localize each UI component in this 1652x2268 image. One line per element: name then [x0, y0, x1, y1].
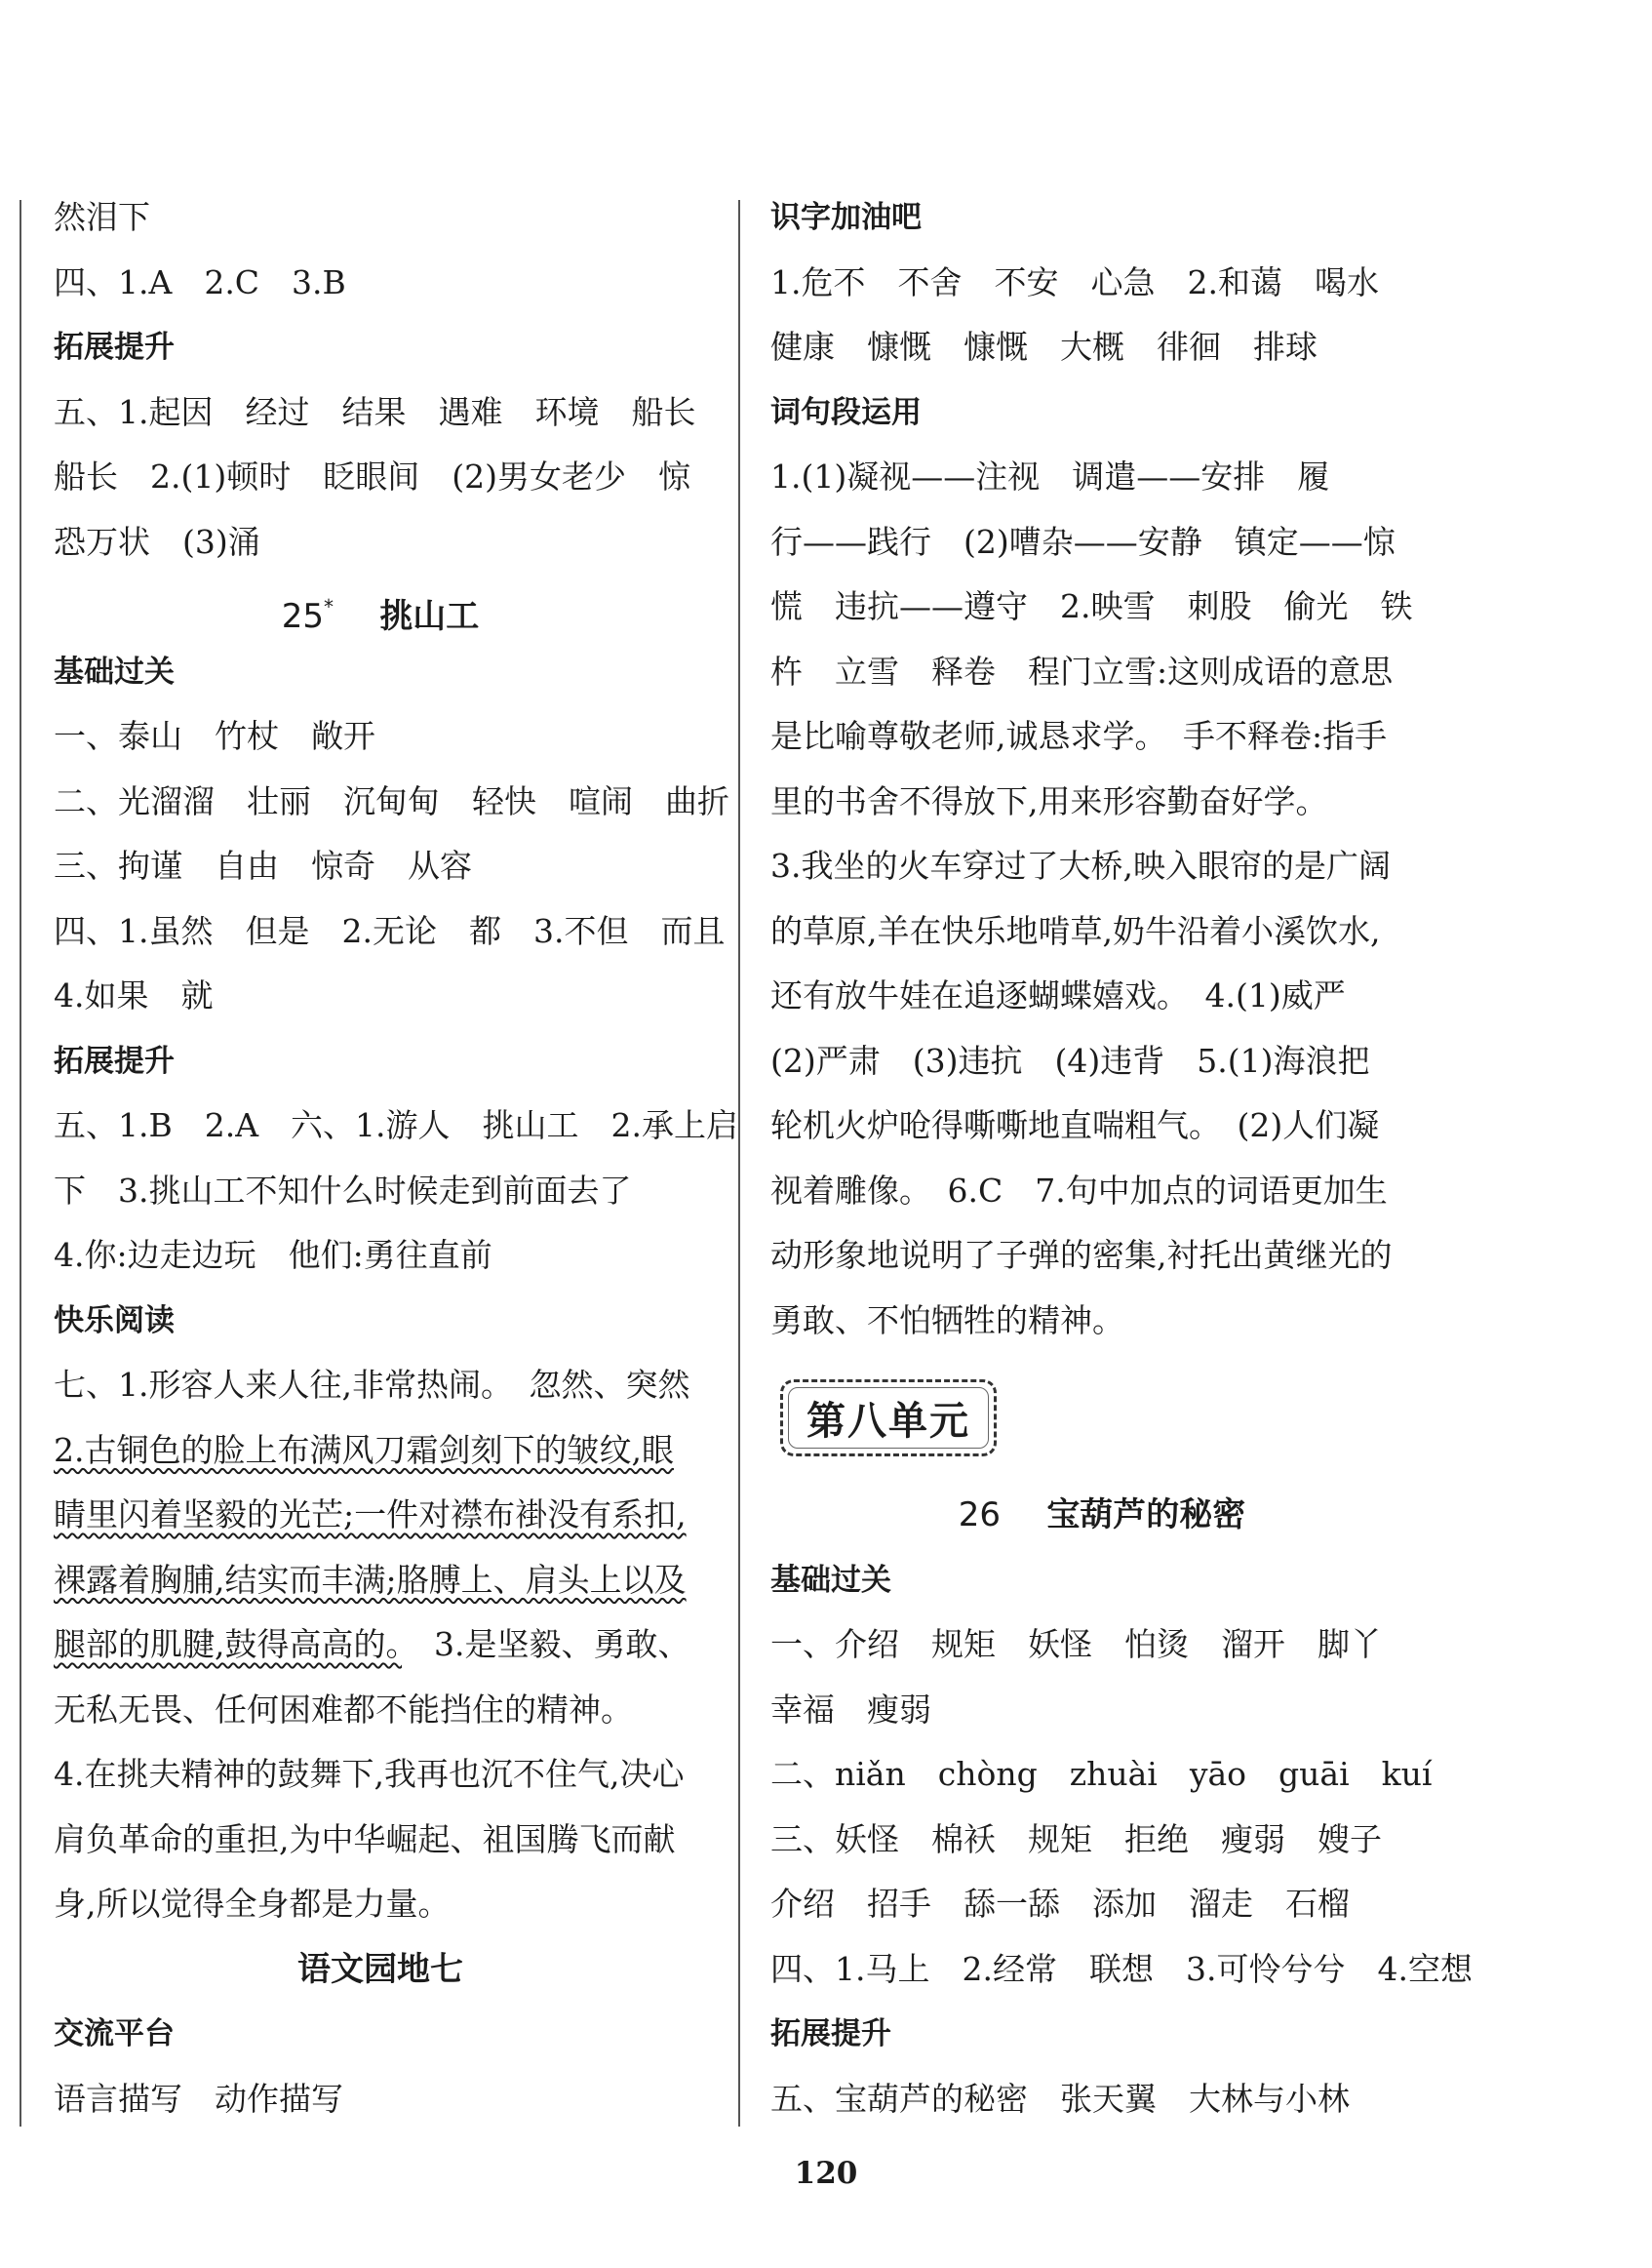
text-line: 肩负革命的重担,为中华崛起、祖国腾飞而献 — [54, 1819, 676, 1858]
section-heading: 拓展提升 — [770, 2016, 891, 2051]
lesson-optional-mark: * — [323, 595, 334, 618]
text-line: 二、niǎn chòng zhuài yāo guāi kuí — [770, 1755, 1433, 1793]
text-line: 七、1.形容人来人往,非常热闹。 忽然、突然 — [54, 1366, 690, 1404]
underlined-text: 2.古铜色的脸上布满风刀霜剑刻下的皱纹,眼 — [54, 1430, 674, 1469]
left-margin-rule — [20, 200, 21, 2127]
text-line: 行——践行 (2)嘈杂——安静 镇定——惊 — [770, 522, 1396, 561]
unit-banner — [770, 1353, 1434, 1483]
right-column — [770, 185, 1473, 2131]
text-line — [54, 1612, 707, 1678]
text-line: 1.危不 不舍 不安 心急 2.和蔼 喝水 — [770, 262, 1379, 301]
text-line: 勇敢、不怕牺牲的精神。 — [770, 1300, 1124, 1339]
underlined-text: 腿部的肌腱,鼓得高高的。 — [54, 1625, 402, 1663]
lesson-title — [54, 575, 707, 640]
text-line: 4.你:边走边玩 他们:勇往直前 — [54, 1236, 492, 1274]
text-line: 杵 立雪 释卷 程门立雪:这则成语的意思 — [770, 652, 1394, 691]
page-number: 120 — [794, 2156, 858, 2191]
text-line: 健康 慷慨 慷慨 大概 徘徊 排球 — [770, 328, 1318, 366]
text-line: 一、泰山 竹杖 敞开 — [54, 717, 375, 755]
text-line: 一、介绍 规矩 妖怪 怕烫 溜开 脚丫 — [770, 1625, 1382, 1663]
text-line — [54, 1418, 707, 1484]
lesson-number: 25 — [281, 597, 324, 636]
text-line: 四、1.虽然 但是 2.无论 都 3.不但 而且 — [54, 911, 726, 950]
text-line — [54, 1483, 707, 1548]
text-line: 三、妖怪 棉袄 规矩 拒绝 瘦弱 嫂子 — [770, 1819, 1382, 1858]
text-line: 里的书舍不得放下,用来形容勤奋好学。 — [770, 781, 1328, 820]
text-line: 无私无畏、任何困难都不能挡住的精神。 — [54, 1690, 633, 1729]
section-title: 语文园地七 — [297, 1949, 463, 1989]
lesson-name: 挑山工 — [379, 597, 480, 636]
lesson-number: 26 — [958, 1495, 1001, 1534]
text-span: 3.是坚毅、勇敢、 — [402, 1625, 690, 1663]
text-line: 二、光溜溜 壮丽 沉甸甸 轻快 喧闹 曲折 — [54, 781, 729, 820]
text-line: (2)严肃 (3)违抗 (4)违背 5.(1)海浪把 — [770, 1041, 1370, 1080]
text-line: 4.在挑夫精神的鼓舞下,我再也沉不住气,决心 — [54, 1755, 685, 1793]
text-line: 轮机火炉呛得嘶嘶地直喘粗气。 (2)人们凝 — [770, 1106, 1380, 1144]
text-line: 还有放牛娃在追逐蝴蝶嬉戏。 4.(1)威严 — [770, 976, 1346, 1015]
text-line: 是比喻尊敬老师,诚恳求学。 手不释卷:指手 — [770, 717, 1388, 755]
lesson-title — [770, 1483, 1434, 1548]
lesson-name: 宝葫芦的秘密 — [1046, 1495, 1246, 1534]
text-line: 五、宝葫芦的秘密 张天翼 大林与小林 — [770, 2079, 1350, 2118]
unit-title: 第八单元 — [780, 1379, 997, 1456]
section-heading: 基础过关 — [54, 654, 175, 690]
text-line: 语言描写 动作描写 — [54, 2079, 343, 2118]
text-line: 的草原,羊在快乐地啃草,奶牛沿着小溪饮水, — [770, 911, 1381, 950]
text-line: 动形象地说明了子弹的密集,衬托出黄继光的 — [770, 1236, 1393, 1274]
underlined-text: 睛里闪着坚毅的光芒;一件对襟布褂没有系扣, — [54, 1495, 687, 1533]
section-heading: 交流平台 — [54, 2016, 175, 2051]
text-line: 五、1.B 2.A 六、1.游人 挑山工 2.承上启 — [54, 1106, 739, 1144]
section-heading: 词句段运用 — [770, 394, 922, 430]
text-line: 三、拘谨 自由 惊奇 从容 — [54, 847, 472, 885]
text-line — [54, 1548, 707, 1613]
text-line: 四、1.马上 2.经常 联想 3.可怜兮兮 4.空想 — [770, 1949, 1473, 1988]
section-heading: 拓展提升 — [54, 330, 175, 365]
text-line: 四、1.A 2.C 3.B — [54, 262, 346, 301]
section-heading: 基础过关 — [770, 1562, 891, 1598]
section-heading: 快乐阅读 — [54, 1302, 175, 1338]
text-line: 然泪下 — [54, 198, 150, 236]
text-line: 五、1.起因 经过 结果 遇难 环境 船长 — [54, 392, 696, 431]
text-line: 4.如果 就 — [54, 976, 214, 1015]
text-line: 恐万状 (3)涌 — [54, 522, 260, 561]
text-line: 幸福 瘦弱 — [770, 1690, 931, 1729]
center-column-rule — [738, 200, 740, 2127]
text-line: 介绍 招手 舔一舔 添加 溜走 石榴 — [770, 1885, 1350, 1923]
text-line: 视着雕像。 6.C 7.句中加点的词语更加生 — [770, 1171, 1388, 1210]
section-heading: 拓展提升 — [54, 1043, 175, 1079]
text-line: 下 3.挑山工不知什么时候走到前面去了 — [54, 1171, 632, 1210]
text-line: 3.我坐的火车穿过了大桥,映入眼帘的是广阔 — [770, 847, 1391, 885]
text-line: 船长 2.(1)顿时 眨眼间 (2)男女老少 惊 — [54, 458, 690, 496]
underlined-text: 裸露着胸脯,结实而丰满;胳膊上、肩头上以及 — [54, 1560, 687, 1599]
text-line: 慌 违抗——遵守 2.映雪 刺股 偷光 铁 — [770, 587, 1413, 625]
text-line: 1.(1)凝视——注视 调遣——安排 履 — [770, 458, 1330, 496]
section-heading: 识字加油吧 — [770, 200, 922, 235]
left-column — [54, 185, 739, 2131]
text-line: 身,所以觉得全身都是力量。 — [54, 1885, 451, 1923]
